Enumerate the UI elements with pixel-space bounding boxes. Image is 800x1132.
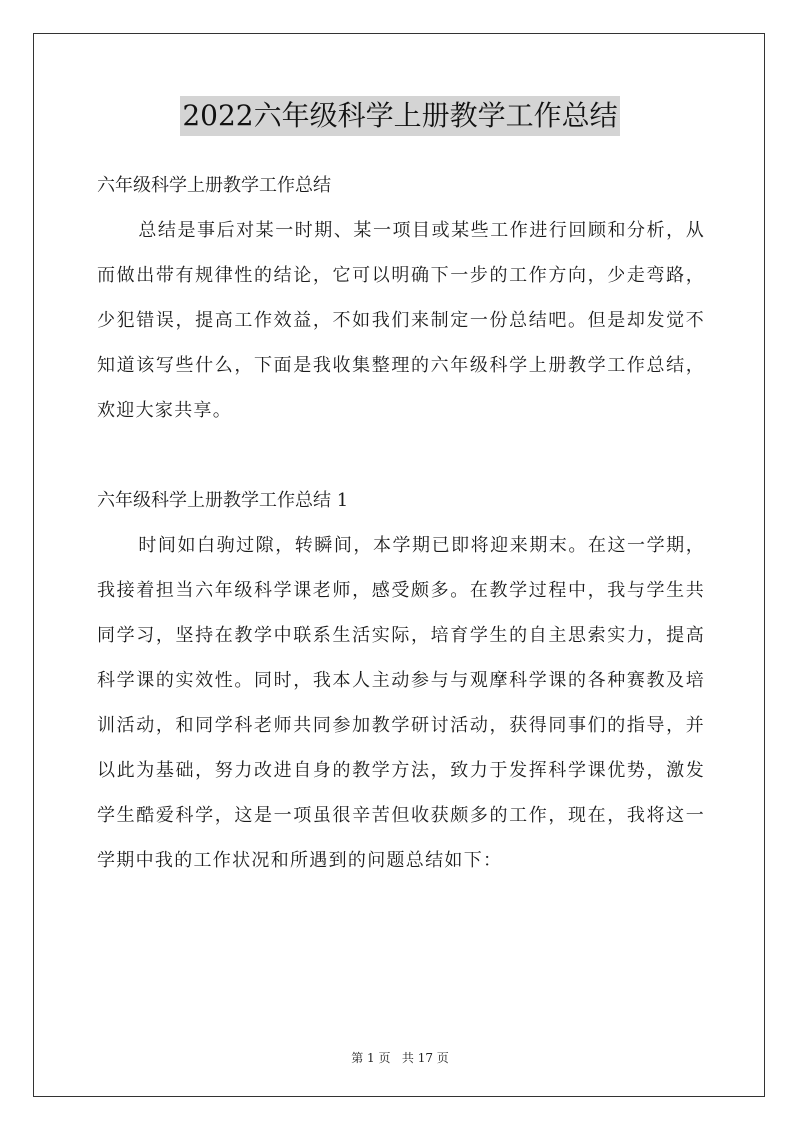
section-1-paragraph: 时间如白驹过隙，转瞬间，本学期已即将迎来期末。在这一学期，我接着担当六年级科学课老师，感受颇多。在教学过程中，我与学生共同学习，坚持在教学中联系生活实际，培育学生的自主思索实力，提高科学课的实效性。同时，我本人主动参与与观摩科学课的各种赛教及培训活动，和同学科老师共同参加教学研讨活动，获得同事们的指导，并以此为基础，努力改进自身的教学方法，致力于发挥科学课优势，激发学生酷爱科学，这是一项虽很辛苦但收获颇多的工作，现在，我将这一学期中我的工作状况和所遇到的问题总结如下：	[97, 535, 705, 871]
document-body	[97, 163, 705, 883]
footer-separator	[390, 1051, 401, 1065]
section-spacer	[97, 433, 705, 478]
title-container	[0, 96, 800, 136]
page-number: 第 1 页	[351, 1051, 391, 1065]
page-footer	[0, 1049, 800, 1066]
intro-paragraph: 总结是事后对某一时期、某一项目或某些工作进行回顾和分析，从而做出带有规律性的结论，它可以明确下一步的工作方向，少走弯路，少犯错误，提高工作效益，不如我们来制定一份总结吧。但是却发觉不知道该写些什么，下面是我收集整理的六年级科学上册教学工作总结，欢迎大家共享。	[97, 220, 705, 421]
intro-heading: 六年级科学上册教学工作总结	[97, 175, 331, 196]
document-title: 2022六年级科学上册教学工作总结	[180, 96, 619, 136]
section-1-heading: 六年级科学上册教学工作总结 1	[97, 490, 349, 511]
page-total: 共 17 页	[401, 1051, 449, 1065]
